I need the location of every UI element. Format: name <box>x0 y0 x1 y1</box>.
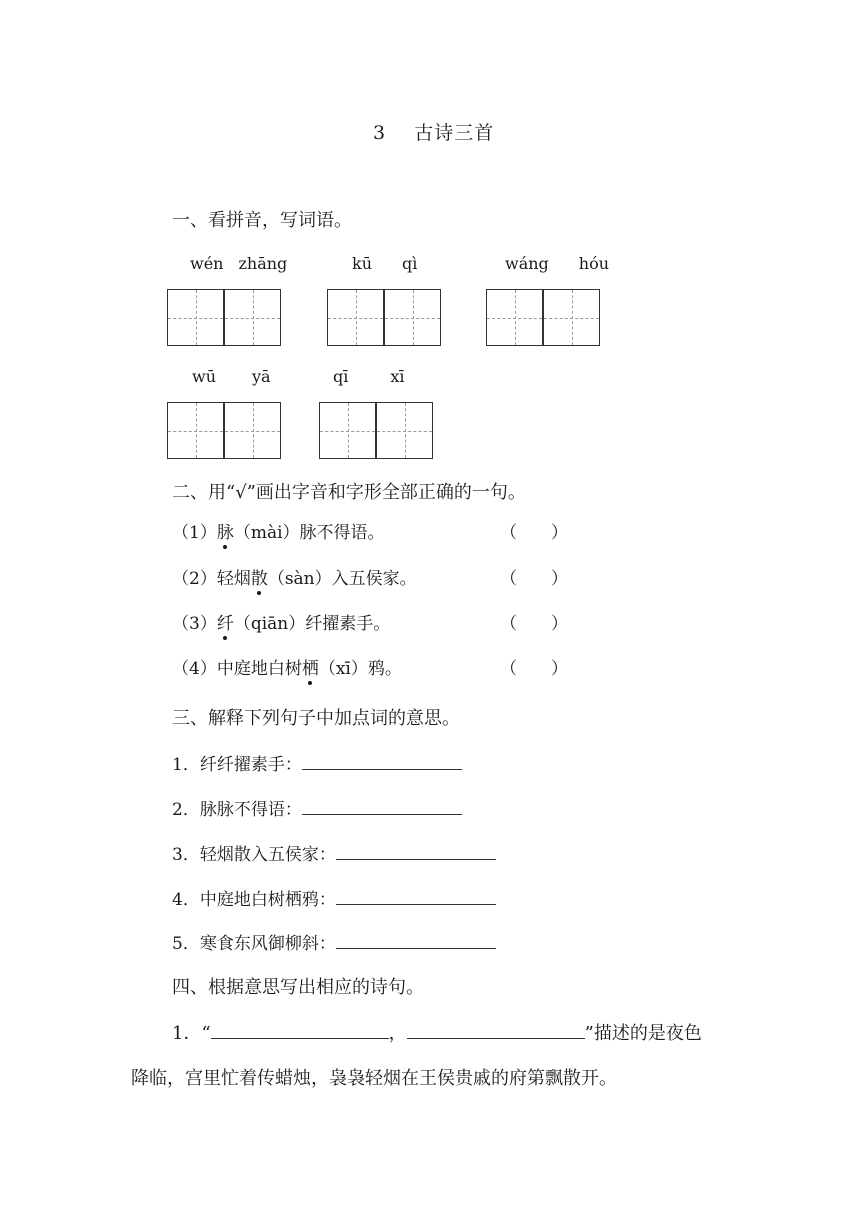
section2-heading: 二、用“√”画出字音和字形全部正确的一句。 <box>172 482 526 503</box>
dotted-char: 散 <box>251 564 268 589</box>
poem-item-1-continuation: 降临，宫里忙着传蜡烛，袅袅轻烟在王侯贵戚的府第飘散开。 <box>131 1068 617 1089</box>
pinyin: zhāng <box>238 254 288 273</box>
section3-heading: 三、解释下列句子中加点词的意思。 <box>172 708 460 729</box>
writing-box[interactable] <box>327 289 384 346</box>
pinyin: qī <box>333 367 349 386</box>
item-text: （sàn）入五侯家。 <box>267 569 417 589</box>
explain-item-1 <box>172 750 462 775</box>
item-text: （xī）鸦。 <box>318 659 402 679</box>
writing-box[interactable] <box>384 289 441 346</box>
answer-blank[interactable] <box>302 755 462 770</box>
answer-blank[interactable] <box>336 845 496 860</box>
explain-item-2 <box>172 795 462 820</box>
writing-box[interactable] <box>486 289 543 346</box>
item-text: 3．轻烟散入五侯家： <box>172 845 336 865</box>
pinyin: yā <box>252 367 271 386</box>
choice-item-1 <box>172 518 385 543</box>
item-text: （4）中庭地白树 <box>172 659 302 679</box>
pinyin: qì <box>402 254 418 273</box>
pinyin-word-1 <box>190 254 287 273</box>
writing-box[interactable] <box>224 402 281 459</box>
explain-item-5 <box>172 929 496 954</box>
writing-box[interactable] <box>543 289 600 346</box>
choice-item-2 <box>172 564 417 589</box>
answer-paren[interactable]: （ ） <box>500 523 568 543</box>
pinyin-word-3 <box>505 254 609 273</box>
pinyin: wén <box>190 254 224 273</box>
pinyin: xī <box>390 367 405 386</box>
section4-heading: 四、根据意思写出相应的诗句。 <box>172 977 424 998</box>
choice-item-4 <box>172 654 402 679</box>
pinyin: hóu <box>578 254 610 273</box>
answer-blank[interactable] <box>211 1024 389 1039</box>
item-text: （3） <box>172 614 217 634</box>
answer-paren[interactable]: （ ） <box>500 659 568 679</box>
item-text: 2．脉脉不得语： <box>172 800 302 820</box>
answer-blank[interactable] <box>407 1024 585 1039</box>
writing-box[interactable] <box>376 402 433 459</box>
lesson-number: 3 <box>373 122 387 144</box>
item-text: 4．中庭地白树栖鸦： <box>172 890 336 910</box>
item-text: （qiān）纤擢素手。 <box>233 614 391 634</box>
explain-item-3 <box>172 840 496 865</box>
pinyin: wáng <box>505 254 549 273</box>
writing-box[interactable] <box>224 289 281 346</box>
pinyin: wū <box>192 367 216 386</box>
item-text: ， <box>388 1023 407 1044</box>
item-text: （2）轻烟 <box>172 569 251 589</box>
writing-box[interactable] <box>167 402 224 459</box>
dotted-char: 脉 <box>217 518 234 543</box>
explain-item-4 <box>172 885 496 910</box>
answer-blank[interactable] <box>336 890 496 905</box>
dotted-char: 纤 <box>217 609 234 634</box>
pinyin: kū <box>352 254 372 273</box>
dotted-char: 栖 <box>302 654 319 679</box>
writing-box[interactable] <box>167 289 224 346</box>
item-text: ”描述的是夜色 <box>584 1023 702 1044</box>
item-text: （mài）脉不得语。 <box>233 523 385 543</box>
poem-item-1 <box>172 1019 702 1045</box>
answer-blank[interactable] <box>336 934 496 949</box>
item-text: 5．寒食东风御柳斜： <box>172 934 336 954</box>
section1-heading: 一、看拼音，写词语。 <box>172 210 352 231</box>
lesson-title: 古诗三首 <box>414 122 495 144</box>
answer-blank[interactable] <box>302 800 462 815</box>
pinyin-word-4 <box>192 367 271 386</box>
pinyin-word-5 <box>333 367 405 386</box>
item-text: 1．“ <box>172 1023 211 1044</box>
page-title <box>373 118 494 145</box>
pinyin-word-2 <box>352 254 417 273</box>
answer-paren[interactable]: （ ） <box>500 614 568 634</box>
writing-box[interactable] <box>319 402 376 459</box>
choice-item-3 <box>172 609 390 634</box>
item-text: （1） <box>172 523 217 543</box>
answer-paren[interactable]: （ ） <box>500 569 568 589</box>
item-text: 1．纤纤擢素手： <box>172 755 302 775</box>
